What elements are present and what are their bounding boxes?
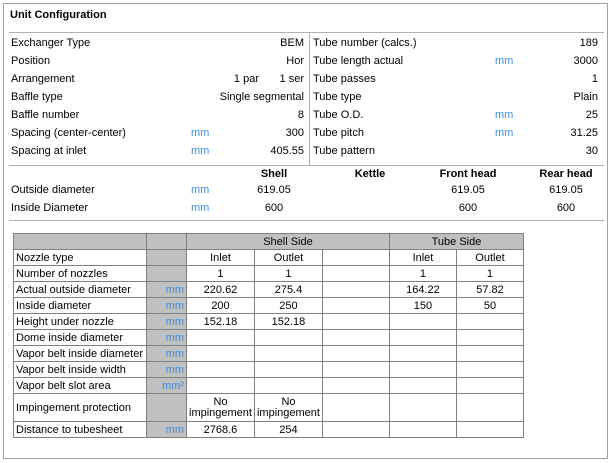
unit-label [147,250,187,266]
shell-extra-cell[interactable] [322,362,389,378]
shell-inlet-cell[interactable]: 1 [187,266,255,282]
config-value[interactable]: 300 [285,127,304,139]
row-label: Distance to tubesheet [14,422,147,438]
tube-inlet-cell[interactable]: 1 [389,266,456,282]
table-row [14,362,524,378]
shell-header: Shell [260,168,288,180]
config-label: Baffle number [11,109,80,121]
diameter-row [11,200,606,216]
row-label: Inside diameter [14,298,147,314]
config-label: Baffle type [11,91,63,103]
shell-outlet-cell[interactable]: 1 [254,266,322,282]
row-label: Impingement protection [14,394,147,422]
config-value[interactable]: Plain [573,91,598,103]
tube-inlet-cell[interactable]: 150 [389,298,456,314]
config-label: Position [11,55,51,67]
table-row [14,282,524,298]
unit-label: mm [495,109,514,121]
config-value[interactable]: 30 [585,145,598,157]
diameter-label: Outside diameter [11,184,95,196]
shell-inlet-cell[interactable]: 152.18 [187,314,255,330]
tube-outlet-cell[interactable]: 57.82 [456,282,523,298]
arrangement-series[interactable]: 1 ser [279,73,304,85]
shell-extra-cell[interactable] [322,266,389,282]
impingement-line: No [213,395,228,408]
config-row [313,107,598,123]
config-row [11,143,306,159]
shell-outlet-cell[interactable] [254,346,322,362]
tube-inlet-cell[interactable] [389,422,456,438]
config-row [11,71,306,87]
shell-extra-cell[interactable] [322,250,389,266]
row-label: Actual outside diameter [14,282,147,298]
shell-outlet-cell[interactable]: 275.4 [254,282,322,298]
config-row [313,53,598,69]
unit-label: mm [147,362,187,378]
front-head-outside-diameter[interactable]: 619.05 [451,184,485,196]
shell-outlet-cell[interactable] [254,378,322,394]
config-row [313,125,598,141]
tube-inlet-cell[interactable]: Inlet [389,250,456,266]
shell-inlet-cell[interactable]: 2768.6 [187,422,255,438]
unit-label: mm [495,127,514,139]
config-label: Tube passes [313,73,376,85]
table-header-row [14,234,524,250]
shell-extra-cell[interactable] [322,282,389,298]
divider [9,165,604,166]
shell-inlet-cell[interactable] [187,346,255,362]
config-row [11,53,306,69]
table-row [14,266,524,282]
diameter-row [11,182,606,198]
row-label: Vapor belt slot area [14,378,147,394]
header-blank [147,234,187,250]
diameter-label: Inside Diameter [11,202,89,214]
config-label: Tube type [313,91,362,103]
tube-outlet-cell[interactable] [456,394,523,422]
config-label: Tube pattern [313,145,375,157]
shell-extra-cell[interactable] [322,330,389,346]
table-row [14,422,524,438]
config-value[interactable]: 25 [585,109,598,121]
config-row [313,89,598,105]
table-row [14,330,524,346]
unit-label: mm [191,145,210,157]
shell-extra-cell[interactable] [322,298,389,314]
tube-inlet-cell[interactable] [389,394,456,422]
shell-outlet-cell[interactable]: 250 [254,298,322,314]
tube-inlet-cell[interactable] [389,330,456,346]
config-value[interactable]: Hor [286,55,304,67]
shell-outside-diameter[interactable]: 619.05 [257,184,291,196]
shell-extra-cell[interactable] [322,314,389,330]
rear-head-header: Rear head [539,168,593,180]
tube-outlet-cell[interactable] [456,330,523,346]
shell-outlet-cell[interactable] [254,330,322,346]
unit-label: mm² [147,378,187,394]
shell-outlet-cell[interactable]: 254 [254,422,322,438]
tube-inlet-cell[interactable] [389,378,456,394]
front-head-inside-diameter[interactable]: 600 [458,202,478,214]
config-label: Tube number (calcs.) [313,37,417,49]
divider [9,220,604,221]
row-label: Dome inside diameter [14,330,147,346]
row-label: Vapor belt inside diameter [14,346,147,362]
nozzle-table [13,233,524,438]
arrangement-parallel[interactable]: 1 par [233,73,259,85]
config-label: Spacing at inlet [11,145,87,157]
config-row [313,71,598,87]
impingement-line: No [281,395,296,408]
config-label: Spacing (center-center) [11,127,126,139]
shell-extra-cell[interactable] [322,394,389,422]
unit-label: mm [495,55,514,67]
shell-side-header: Shell Side [187,234,390,250]
config-value[interactable]: 189 [579,37,598,49]
shell-extra-cell[interactable] [322,422,389,438]
config-row [11,89,306,105]
config-row [313,143,598,159]
config-value[interactable]: 8 [297,109,304,121]
shell-inlet-cell[interactable]: Inlet [187,250,255,266]
tube-outlet-cell[interactable] [456,362,523,378]
tube-outlet-cell[interactable]: 50 [456,298,523,314]
unit-label: mm [147,298,187,314]
tube-inlet-cell[interactable] [389,314,456,330]
config-label: Tube O.D. [313,109,364,121]
unit-label: mm [147,282,187,298]
row-label: Nozzle type [14,250,147,266]
row-label: Height under nozzle [14,314,147,330]
shell-inlet-cell[interactable] [187,330,255,346]
config-value[interactable]: BEM [280,37,304,49]
config-value[interactable]: 405.55 [270,145,304,157]
shell-inlet-impingement-cell[interactable] [187,394,255,422]
tube-outlet-cell[interactable] [456,422,523,438]
config-value[interactable]: 31.25 [570,127,598,139]
table-row [14,250,524,266]
tube-inlet-cell[interactable] [389,346,456,362]
impingement-line: impingement [189,406,252,419]
shell-outlet-cell[interactable]: 152.18 [254,314,322,330]
rear-head-inside-diameter[interactable]: 600 [556,202,576,214]
table-row [14,394,524,422]
tube-outlet-cell[interactable]: Outlet [456,250,523,266]
kettle-header: Kettle [354,168,386,180]
tube-inlet-cell[interactable]: 164.22 [389,282,456,298]
tube-outlet-cell[interactable] [456,378,523,394]
config-value[interactable]: 3000 [573,55,598,67]
config-row [313,35,598,51]
tube-inlet-cell[interactable] [389,362,456,378]
unit-label: mm [147,346,187,362]
table-row [14,298,524,314]
shell-inlet-cell[interactable]: 200 [187,298,255,314]
row-label: Number of nozzles [14,266,147,282]
shell-inside-diameter[interactable]: 600 [264,202,284,214]
shell-outlet-cell[interactable]: Outlet [254,250,322,266]
column-divider [309,32,310,165]
shell-outlet-impingement-cell[interactable] [254,394,322,422]
shell-inlet-cell[interactable]: 220.62 [187,282,255,298]
unit-label: mm [147,314,187,330]
shell-inlet-cell[interactable] [187,378,255,394]
header-blank [14,234,147,250]
tube-outlet-cell[interactable]: 1 [456,266,523,282]
config-row [11,125,306,141]
front-head-header: Front head [439,168,497,180]
config-label: Arrangement [11,73,75,85]
config-value[interactable]: 1 [591,73,598,85]
config-label: Tube pitch [313,127,364,139]
shell-extra-cell[interactable] [322,378,389,394]
unit-label [147,394,187,422]
unit-label: mm [191,184,210,196]
config-row [11,35,306,51]
config-row [11,107,306,123]
unit-label [147,266,187,282]
shell-inlet-cell[interactable] [187,362,255,378]
unit-label: mm [191,127,210,139]
shell-extra-cell[interactable] [322,346,389,362]
config-value[interactable]: Single segmental [219,91,304,103]
config-label: Tube length actual [313,55,404,67]
rear-head-outside-diameter[interactable]: 619.05 [549,184,583,196]
impingement-line: impingement [256,406,320,419]
panel-title: Unit Configuration [10,9,107,21]
tube-side-header: Tube Side [389,234,523,250]
unit-label: mm [147,422,187,438]
shell-outlet-cell[interactable] [254,362,322,378]
unit-label: mm [191,202,210,214]
table-row [14,378,524,394]
tube-outlet-cell[interactable] [456,346,523,362]
unit-label: mm [147,330,187,346]
config-label: Exchanger Type [11,37,91,49]
table-row [14,314,524,330]
divider [9,32,604,33]
row-label: Vapor belt inside width [14,362,147,378]
tube-outlet-cell[interactable] [456,314,523,330]
table-row [14,346,524,362]
